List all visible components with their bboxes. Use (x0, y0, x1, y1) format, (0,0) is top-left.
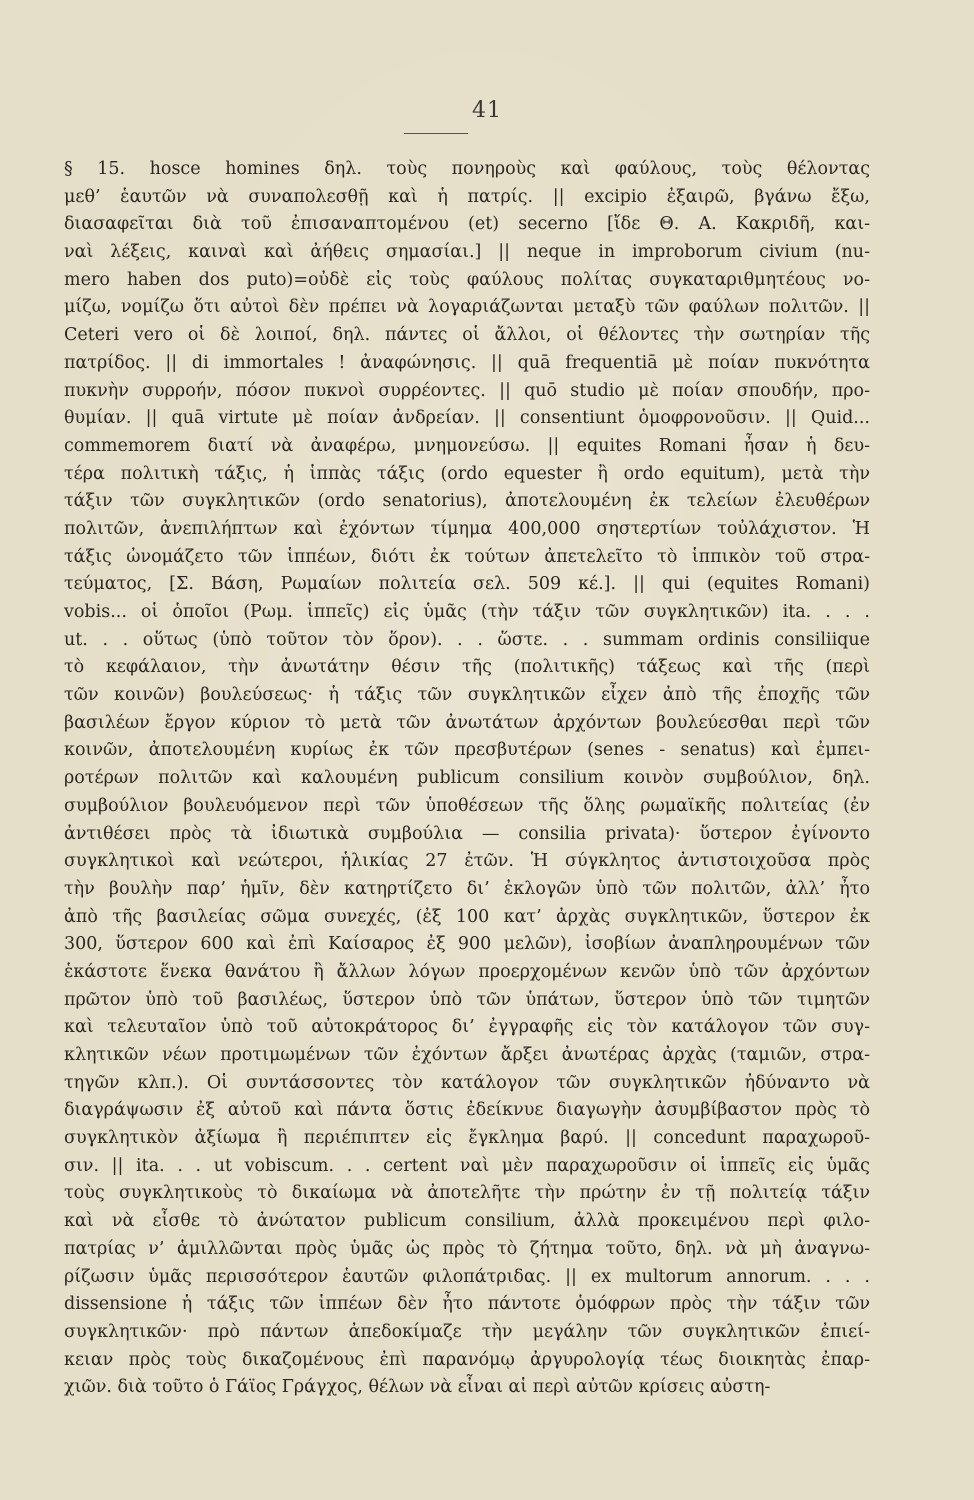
header-rule (404, 133, 468, 134)
text-line: ρίζωσιν ὑμᾶς περισσότερον ἑαυτῶν φιλοπάτριδας. || ex multorum annorum. . . . (64, 1266, 870, 1287)
text-line: ἀπὸ τῆς βασιλείας σῶμα συνεχές, (ἐξ 100 κατ’ ἀρχὰς συγκλητικῶν, ὕστερον ἐκ (64, 906, 870, 927)
text-line: τεύματος, [Σ. Βάση, Ρωμαίων πολιτεία σελ. 509 κέ.]. || qui (equites Romani) (64, 574, 870, 595)
text-line: πυκνὴν συρροήν, πόσον πυκνοὶ συρρέοντες. || quō studio μὲ ποίαν σπουδήν, προ- (64, 380, 870, 401)
text-line: τάξιν τῶν συγκλητικῶν (ordo senatorius), ἀποτελουμένη ἐκ τελείων ἐλευθέρων (64, 491, 870, 512)
text-line: πρῶτον ὑπὸ τοῦ βασιλέως, ὕστερον ὑπὸ τῶν ὑπάτων, ὕστερον ὑπὸ τῶν τιμητῶν (64, 989, 870, 1010)
text-line: τηγῶν κλπ.). Οἱ συντάσσοντες τὸν κατάλογον τῶν συγκλητικῶν ἠδύναντο νὰ (64, 1072, 870, 1093)
text-line: ut. . . οὕτως (ὑπὸ τοῦτον τὸν ὅρον). . . ὥστε. . . summam ordinis consiliique (64, 629, 870, 650)
text-line: διασαφεῖται διὰ τοῦ ἐπισαναπτομένου (et) secerno [ἴδε Θ. Α. Κακριδῆ, και- (64, 214, 870, 235)
text-line: τὸ κεφάλαιον, τὴν ἀνωτάτην θέσιν τῆς (πολιτικῆς) τάξεως καὶ τῆς (περὶ (64, 657, 870, 678)
text-line: τέρα πολιτικὴ τάξις, ἡ ἱππὰς τάξις (ordo equester ἢ ordo equitum), μετὰ τὴν (64, 463, 870, 484)
text-line: συγκλητικῶν· πρὸ πάντων ἀπεδοκίμαζε τὴν μεγάλην τῶν συγκλητικῶν ἐπιεί- (64, 1321, 870, 1342)
text-line: 300, ὕστερον 600 καὶ ἐπὶ Καίσαρος ἐξ 900 μελῶν), ἰσοβίων ἀναπληρουμένων τῶν (64, 934, 870, 955)
commentary-text (64, 156, 870, 1402)
text-line: κοινῶν, ἀποτελουμένη κυρίως ἐκ τῶν πρεσβυτέρων (senes - senatus) καὶ ἐμπει- (64, 740, 870, 761)
text-line: vobis... οἱ ὁποῖοι (Ρωμ. ἱππεῖς) εἰς ὑμᾶς (τὴν τάξιν τῶν συγκλητικῶν) ita. . . . (64, 602, 870, 622)
text-line: κειαν πρὸς τοὺς δικαζομένους ἐπὶ παρανόμῳ ἀργυρολογίᾳ τέως διοικητὰς ἐπαρ- (64, 1349, 870, 1370)
text-line: ἑκάστοτε ἕνεκα θανάτου ἢ ἄλλων λόγων προερχομένων κενῶν ὑπὸ τῶν ἀρχόντων (64, 961, 870, 982)
text-line: συμβούλιον βουλευόμενον περὶ τῶν ὑποθέσεων τῆς ὅλης ρωμαϊκῆς πολιτείας (ἐν (64, 795, 870, 816)
text-line: τὴν βουλὴν παρ’ ἡμῖν, δὲν κατηρτίζετο δι’ ἐκλογῶν ὑπὸ τῶν πολιτῶν, ἀλλ’ ἦτο (64, 878, 870, 899)
text-line: πολιτῶν, ἀνεπιλήπτων καὶ ἐχόντων τίμημα 400,000 σηστερτίων τοὐλάχιστον. Ἡ (64, 518, 870, 539)
text-line: ναὶ λέξεις, καιναὶ καὶ ἀήθεις σημασίαι.] || neque in improborum civium (nu- (64, 242, 870, 263)
text-line: commemorem διατί νὰ ἀναφέρω, μνημονεύσω. || equites Romani ἦσαν ἡ δευ- (64, 435, 870, 456)
text-line: κλητικῶν νέων προτιμωμένων τῶν ἐχόντων ἄρξει ἀνωτέρας ἀρχὰς (ταμιῶν, στρα- (64, 1045, 870, 1065)
text-line: συγκλητικοὶ καὶ νεώτεροι, ἡλικίας 27 ἐτῶν. Ἡ σύγκλητος ἀντιστοιχοῦσα πρὸς (64, 851, 870, 872)
text-line: θυμίαν. || quā virtute μὲ ποίαν ἀνδρείαν. || consentiunt ὁμοφρονοῦσιν. || Quid... (64, 408, 870, 429)
text-line: Ceteri vero οἱ δὲ λοιποί, δηλ. πάντες οἱ ἄλλοι, οἱ θέλοντες τὴν σωτηρίαν τῆς (64, 325, 870, 346)
text-line: σιν. || ita. . . ut vobiscum. . . certent ναὶ μὲν παραχωροῦσιν οἱ ἱππεῖς εἰς ὑμᾶς (64, 1155, 870, 1176)
text-line: καὶ τελευταῖον ὑπὸ τοῦ αὐτοκράτορος δι’ ἐγγραφῆς εἰς τὸν κατάλογον τῶν συγ- (64, 1017, 870, 1038)
text-line: διαγράψωσιν ἐξ αὐτοῦ καὶ πάντα ὅστις ἐδείκνυε διαγωγὴν ἀσυμβίβαστον πρὸς τὸ (64, 1100, 870, 1121)
text-line: πατρίας ν’ ἁμιλλῶνται πρὸς ὑμᾶς ὡς πρὸς τὸ ζήτημα τοῦτο, δηλ. νὰ μὴ ἀναγνω- (64, 1238, 870, 1259)
text-line: συγκλητικὸν ἀξίωμα ἢ περιέπιπτεν εἰς ἔγκλημα βαρύ. || concedunt παραχωροῦ- (64, 1128, 870, 1149)
text-line: § 15. hosce homines δηλ. τοὺς πονηροὺς καὶ φαύλους, τοὺς θέλοντας (64, 159, 870, 179)
text-line: ροτέρων πολιτῶν καὶ καλουμένη publicum consilium κοινὸν συμβούλιον, δηλ. (64, 768, 870, 789)
page-number: 41 (472, 98, 502, 123)
text-line: χιῶν. διὰ τοῦτο ὁ Γάϊος Γράγχος, θέλων νὰ εἶναι αἱ περὶ αὐτῶν κρίσεις αὐστη- (64, 1377, 771, 1398)
text-line: dissensione ἡ τάξις τῶν ἱππέων δὲν ἦτο πάντοτε ὁμόφρων πρὸς τὴν τάξιν τῶν (64, 1294, 870, 1315)
text-line: πατρίδος. || di immortales ! ἀναφώνησις. || quā frequentiā μὲ ποίαν πυκνότητα (64, 352, 870, 373)
text-line: mero haben dos puto)=οὐδὲ εἰς τοὺς φαύλους πολίτας συγκαταριθμητέους νο- (64, 269, 870, 290)
text-line: ἀντιθέσει πρὸς τὰ ἰδιωτικὰ συμβούλια — consilia privata)· ὕστερον ἐγίνοντο (64, 823, 870, 844)
text-line: τοὺς συγκλητικοὺς τὸ δικαίωμα νὰ ἀποτελῆτε τὴν πρώτην ἐν τῇ πολιτείᾳ τάξιν (64, 1183, 870, 1204)
text-line: τῶν κοινῶν) βουλεύσεως· ἡ τάξις τῶν συγκλητικῶν εἶχεν ἀπὸ τῆς ἐποχῆς τῶν (64, 685, 870, 706)
text-line: καὶ νὰ εἶσθε τὸ ἀνώτατον publicum consilium, ἀλλὰ προκειμένου περὶ φιλο- (64, 1211, 870, 1232)
text-line: μίζω, νομίζω ὅτι αὐτοὶ δὲν πρέπει νὰ λογαριάζωνται μεταξὺ τῶν φαύλων πολιτῶν. || (64, 297, 870, 318)
text-line: τάξις ὠνομάζετο τῶν ἱππέων, διότι ἐκ τούτων ἀπετελεῖτο τὸ ἱππικὸν τοῦ στρα- (64, 546, 870, 567)
text-line: μεθ’ ἑαυτῶν νὰ συναπολεσθῇ καὶ ἡ πατρίς. || excipio ἐξαιρῶ, βγάνω ἔξω, (64, 186, 870, 207)
text-line: βασιλέων ἔργον κύριον τὸ μετὰ τῶν ἀνωτάτων ἀρχόντων βουλεύεσθαι περὶ τῶν (64, 712, 870, 733)
